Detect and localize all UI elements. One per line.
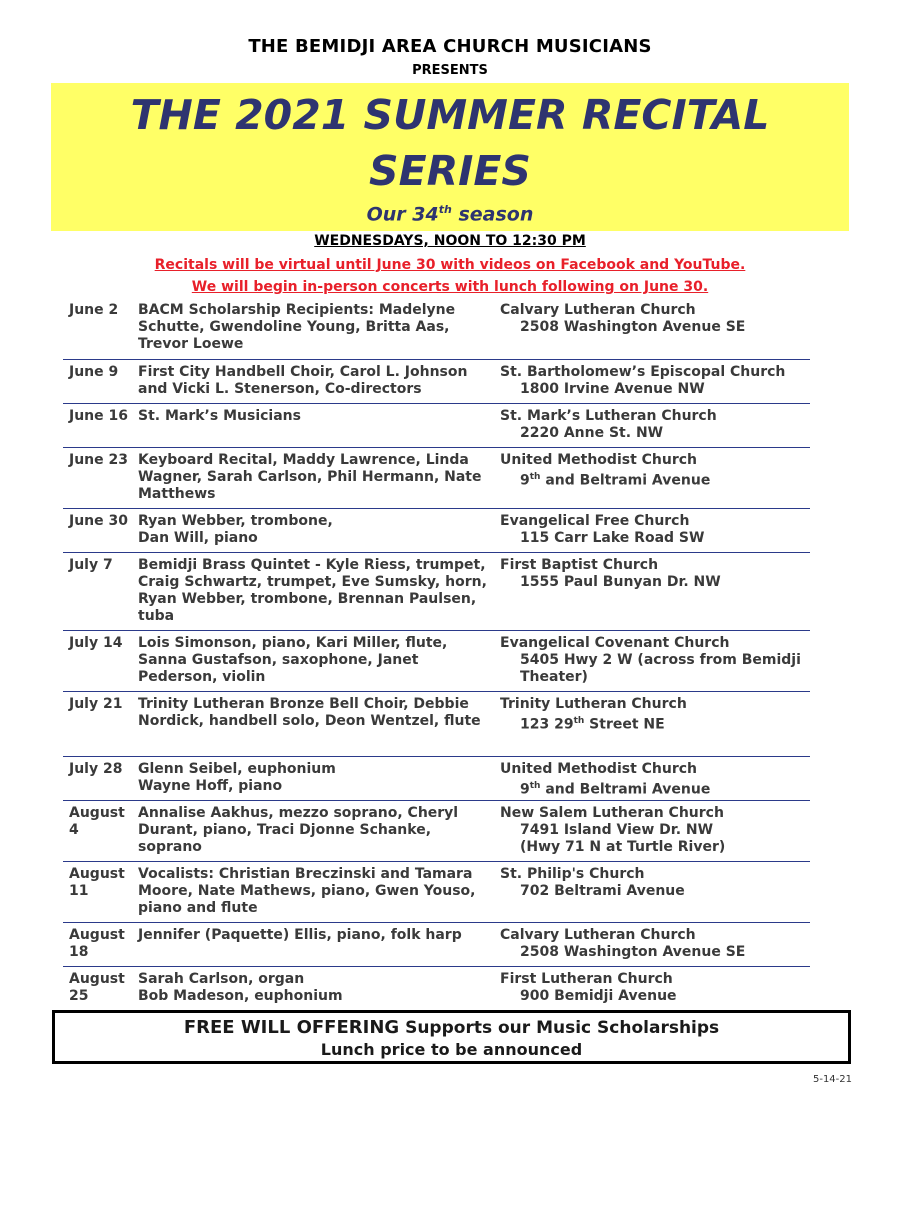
event-performers xyxy=(133,966,495,1012)
event-venue xyxy=(495,966,810,1012)
virtual-notice: Recitals will be virtual until June 30 with videos on Facebook and YouTube. xyxy=(154,257,746,273)
venue-name: United Methodist Church xyxy=(500,451,698,468)
offering-line xyxy=(55,1017,848,1038)
event-performers: Annalise Aakhus, mezzo soprano, Cheryl Durant, piano, Traci Djonne Schanke, soprano xyxy=(133,800,495,861)
performer-line: Wayne Hoff, piano xyxy=(138,777,283,794)
event-date: June 2 xyxy=(63,298,133,359)
event-venue xyxy=(495,359,810,403)
event-date: July 14 xyxy=(63,630,133,691)
event-performers xyxy=(133,508,495,552)
event-venue xyxy=(495,630,810,691)
event-performers: St. Mark’s Musicians xyxy=(133,403,495,447)
event-venue xyxy=(495,922,810,966)
offering-detail: Supports our Music Scholarships xyxy=(399,1018,720,1038)
season-text: Our 34 xyxy=(366,203,439,226)
event-date: August 18 xyxy=(63,922,133,966)
venue-name: Trinity Lutheran Church xyxy=(500,695,687,712)
venue-name: United Methodist Church xyxy=(500,760,698,777)
venue-name: Evangelical Covenant Church xyxy=(500,634,730,651)
venue-address: 115 Carr Lake Road SW xyxy=(520,529,705,546)
event-venue xyxy=(495,447,810,508)
venue-address: 5405 Hwy 2 W (across from Bemidji Theater) xyxy=(520,651,801,685)
season-ordinal: th xyxy=(438,203,452,216)
address-street: and Beltrami Avenue xyxy=(540,781,711,798)
table-row xyxy=(63,403,810,447)
venue-address: 2508 Washington Avenue SE xyxy=(520,319,746,335)
event-date: June 30 xyxy=(63,508,133,552)
venue-name: St. Bartholomew’s Episcopal Church xyxy=(500,363,786,380)
title-line-2: SERIES xyxy=(369,147,531,195)
in-person-notice: We will begin in-person concerts with lunch following on June 30. xyxy=(191,279,709,295)
table-row xyxy=(63,966,810,1012)
event-date: July 28 xyxy=(63,756,133,800)
page-title xyxy=(51,87,849,199)
event-performers: Bemidji Brass Quintet - Kyle Riess, trumpet, Craig Schwartz, trumpet, Eve Sumsky, horn, Ryan Webber, trombone, Brennan Paulsen, tuba xyxy=(133,552,495,630)
table-row xyxy=(63,756,810,800)
table-row xyxy=(63,298,810,359)
venue-name: St. Philip's Church xyxy=(500,865,645,882)
performer-line: Bob Madeson, euphonium xyxy=(138,987,343,1004)
title-line-1: THE 2021 SUMMER RECITAL xyxy=(130,91,770,139)
event-venue xyxy=(495,552,810,630)
address-ordinal: th xyxy=(529,780,541,791)
address-ordinal: th xyxy=(573,715,585,726)
venue-address: 900 Bemidji Avenue xyxy=(520,987,677,1004)
lunch-price-note: Lunch price to be announced xyxy=(320,1040,583,1059)
table-row xyxy=(63,922,810,966)
offering-heading: FREE WILL OFFERING xyxy=(183,1017,400,1038)
table-row xyxy=(63,861,810,922)
event-date: June 9 xyxy=(63,359,133,403)
event-performers xyxy=(133,756,495,800)
venue-address xyxy=(500,469,805,490)
performer-line: Dan Will, piano xyxy=(138,529,258,546)
venue-directions: (Hwy 71 N at Turtle River) xyxy=(520,838,726,855)
table-row xyxy=(63,800,810,861)
address-ordinal: th xyxy=(529,471,541,482)
venue-address xyxy=(500,713,805,734)
table-row xyxy=(63,447,810,508)
event-date: June 23 xyxy=(63,447,133,508)
venue-address: 1555 Paul Bunyan Dr. NW xyxy=(520,573,721,590)
free-will-offering-box xyxy=(52,1010,851,1064)
address-number: 123 29 xyxy=(520,716,574,733)
event-venue xyxy=(495,756,810,800)
presents-label: PRESENTS xyxy=(412,63,488,78)
venue-name: St. Mark’s Lutheran Church xyxy=(500,407,717,424)
event-venue xyxy=(495,298,810,359)
venue-name: First Lutheran Church xyxy=(500,970,673,987)
event-date: June 16 xyxy=(63,403,133,447)
venue-name: Calvary Lutheran Church xyxy=(500,926,696,943)
event-date: August 11 xyxy=(63,861,133,922)
performer-line: Glenn Seibel, euphonium xyxy=(138,760,336,777)
address-street: Street NE xyxy=(584,716,665,733)
event-date: August 25 xyxy=(63,966,133,1012)
event-venue xyxy=(495,861,810,922)
venue-name: New Salem Lutheran Church xyxy=(500,804,724,821)
season-suffix: season xyxy=(451,203,534,226)
event-date: July 21 xyxy=(63,691,133,756)
venue-address: 7491 Island View Dr. NW xyxy=(520,821,714,838)
event-performers: Trinity Lutheran Bronze Bell Choir, Debbie Nordick, handbell solo, Deon Wentzel, flute xyxy=(133,691,495,756)
venue-name: Evangelical Free Church xyxy=(500,512,690,529)
address-number: 9 xyxy=(520,472,530,489)
venue-address: 2508 Washington Avenue SE xyxy=(520,943,746,960)
event-performers: BACM Scholarship Recipients: Madelyne Schutte, Gwendoline Young, Britta Aas, Trevor Loewe xyxy=(133,298,495,359)
season-subtitle xyxy=(51,203,849,225)
event-performers: Lois Simonson, piano, Kari Miller, flute, Sanna Gustafson, saxophone, Janet Pederson, violin xyxy=(133,630,495,691)
address-number: 9 xyxy=(520,781,530,798)
venue-address: 2220 Anne St. NW xyxy=(520,424,664,441)
event-performers: Jennifer (Paquette) Ellis, piano, folk harp xyxy=(133,922,495,966)
table-row xyxy=(63,691,810,756)
table-row xyxy=(63,359,810,403)
event-venue xyxy=(495,508,810,552)
venue-name: Calvary Lutheran Church xyxy=(500,302,696,318)
venue-address: 702 Beltrami Avenue xyxy=(520,882,685,899)
table-row xyxy=(63,630,810,691)
event-venue xyxy=(495,800,810,861)
recital-schedule-table xyxy=(63,298,810,1013)
event-date: August 4 xyxy=(63,800,133,861)
event-performers: First City Handbell Choir, Carol L. Johnson and Vicki L. Stenerson, Co-directors xyxy=(133,359,495,403)
schedule-heading: WEDNESDAYS, NOON TO 12:30 PM xyxy=(314,233,586,249)
table-row xyxy=(63,508,810,552)
event-venue xyxy=(495,691,810,756)
venue-address: 1800 Irvine Avenue NW xyxy=(520,380,705,397)
event-performers: Keyboard Recital, Maddy Lawrence, Linda Wagner, Sarah Carlson, Phil Hermann, Nate Matthews xyxy=(133,447,495,508)
venue-address xyxy=(500,778,805,799)
organization-name: THE BEMIDJI AREA CHURCH MUSICIANS xyxy=(248,36,652,57)
venue-name: First Baptist Church xyxy=(500,556,659,573)
event-performers: Vocalists: Christian Breczinski and Tamara Moore, Nate Mathews, piano, Gwen Youso, piano and flute xyxy=(133,861,495,922)
title-banner xyxy=(51,83,849,231)
event-date: July 7 xyxy=(63,552,133,630)
performer-line: Sarah Carlson, organ xyxy=(138,970,305,987)
table-row xyxy=(63,552,810,630)
revision-date: 5-14-21 xyxy=(812,1074,852,1085)
address-street: and Beltrami Avenue xyxy=(540,472,711,489)
event-venue xyxy=(495,403,810,447)
performer-line: Ryan Webber, trombone, xyxy=(138,512,333,529)
